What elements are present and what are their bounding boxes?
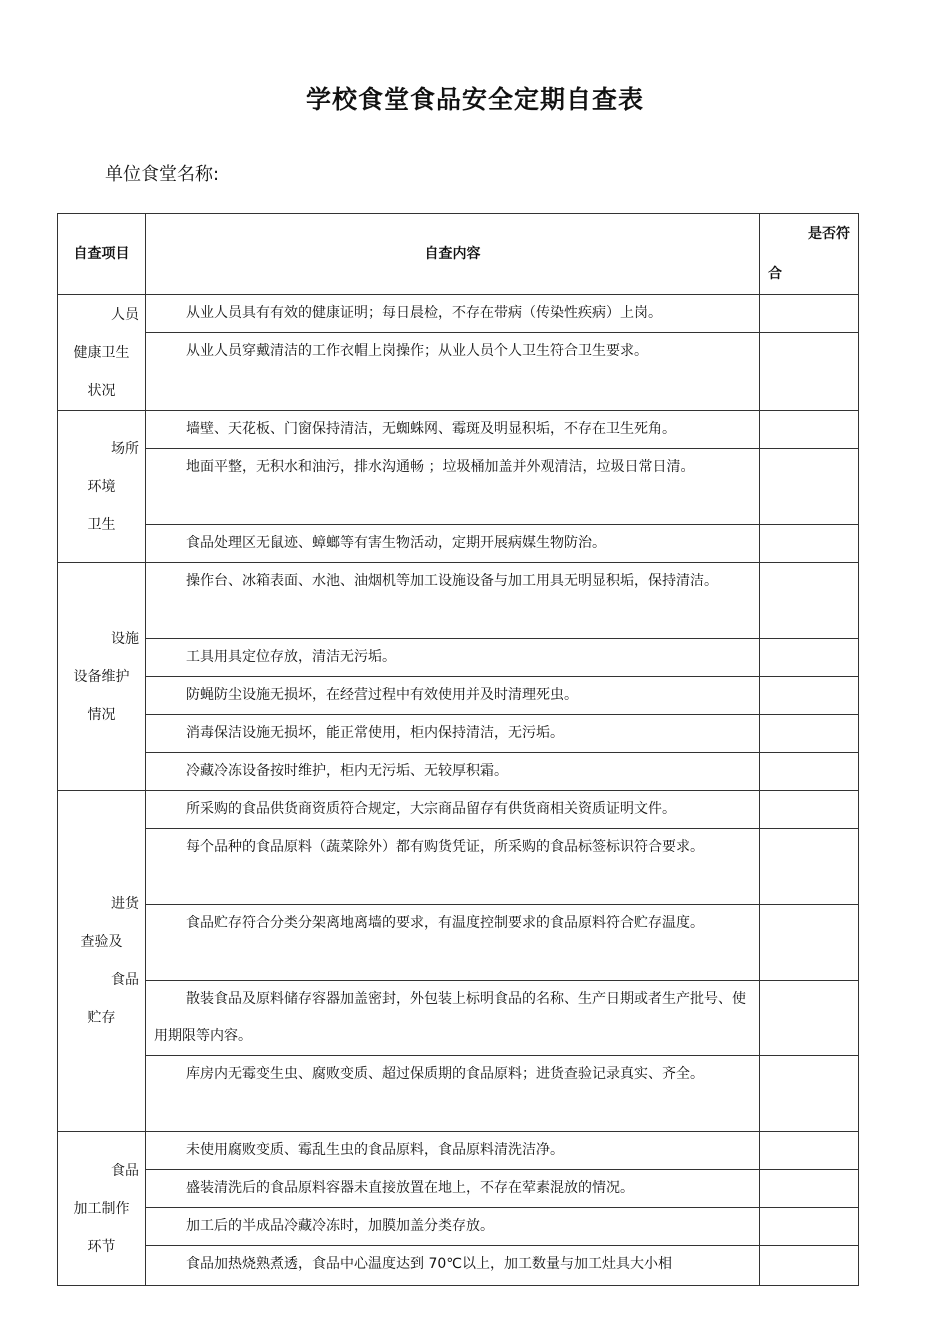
category-line: 设施 (111, 630, 139, 647)
category-line: 情况 (87, 706, 116, 723)
table-row (58, 981, 859, 1056)
category-line: 场所 (111, 440, 139, 457)
table-row (58, 411, 859, 449)
header-compliance (760, 214, 859, 295)
check-content: 墙壁、天花板、门窗保持清洁，无蜘蛛网、霉斑及明显积垢，不存在卫生死角。 (146, 411, 760, 449)
compliance-cell[interactable] (760, 905, 859, 981)
compliance-cell[interactable] (760, 677, 859, 715)
compliance-cell[interactable] (760, 981, 859, 1056)
category-cell (58, 411, 146, 563)
header-compliance-line2: 合 (768, 266, 782, 282)
table-row (58, 563, 859, 639)
compliance-cell[interactable] (760, 715, 859, 753)
header-compliance-line1: 是否符 (808, 226, 850, 242)
category-cell (58, 563, 146, 791)
check-content: 库房内无霉变生虫、腐败变质、超过保质期的食品原料；进货查验记录真实、齐全。 (146, 1056, 760, 1132)
compliance-cell[interactable] (760, 525, 859, 563)
category-cell (58, 295, 146, 411)
table-row (58, 1132, 859, 1170)
header-content: 自查内容 (146, 214, 760, 295)
compliance-cell[interactable] (760, 563, 859, 639)
table-row (58, 333, 859, 411)
unit-name-label: 单位食堂名称: (105, 164, 220, 185)
check-content: 散装食品及原料储存容器加盖密封，外包装上标明食品的名称、生产日期或者生产批号、使用期限等内容。 (146, 981, 760, 1056)
category-line: 进货 (111, 896, 139, 912)
check-content: 消毒保洁设施无损坏，能正常使用，柜内保持清洁，无污垢。 (146, 715, 760, 753)
check-content: 地面平整，无积水和油污，排水沟通畅 ；垃圾桶加盖并外观清洁，垃圾日常日清。 (146, 449, 760, 525)
category-cell (58, 1132, 146, 1286)
self-check-table (57, 213, 859, 1286)
check-content: 加工后的半成品冷藏冷冻时，加膜加盖分类存放。 (146, 1208, 760, 1246)
check-content: 食品处理区无鼠迹、蟑螂等有害生物活动，定期开展病媒生物防治。 (146, 525, 760, 563)
compliance-cell[interactable] (760, 1170, 859, 1208)
compliance-cell[interactable] (760, 295, 859, 333)
category-line: 人员 (111, 306, 139, 323)
table-body (58, 295, 859, 1286)
category-line: 食品 (111, 972, 139, 988)
check-content: 盛装清洗后的食品原料容器未直接放置在地上，不存在荤素混放的情况。 (146, 1170, 760, 1208)
table-row (58, 677, 859, 715)
table-row (58, 1170, 859, 1208)
check-content: 所采购的食品供货商资质符合规定，大宗商品留存有供货商相关资质证明文件。 (146, 791, 760, 829)
category-cell (58, 791, 146, 1132)
table-row (58, 1056, 859, 1132)
table-row (58, 525, 859, 563)
check-content: 每个品种的食品原料（蔬菜除外）都有购货凭证，所采购的食品标签标识符合要求。 (146, 829, 760, 905)
check-content: 食品加热烧熟煮透，食品中心温度达到 70℃以上，加工数量与加工灶具大小相 (146, 1246, 760, 1286)
compliance-cell[interactable] (760, 639, 859, 677)
category-line: 环境 (87, 478, 116, 495)
category-line: 健康卫生 (73, 344, 130, 361)
category-line: 卫生 (87, 516, 116, 533)
check-content: 操作台、冰箱表面、水池、油烟机等加工设施设备与加工用具无明显积垢，保持清洁。 (146, 563, 760, 639)
check-content: 防蝇防尘设施无损坏，在经营过程中有效使用并及时清理死虫。 (146, 677, 760, 715)
check-content: 从业人员穿戴清洁的工作衣帽上岗操作；从业人员个人卫生符合卫生要求。 (146, 333, 760, 411)
category-line: 设备维护 (73, 668, 130, 685)
table-row (58, 753, 859, 791)
check-content: 食品贮存符合分类分架离地离墙的要求，有温度控制要求的食品原料符合贮存温度。 (146, 905, 760, 981)
compliance-cell[interactable] (760, 1246, 859, 1286)
compliance-cell[interactable] (760, 449, 859, 525)
table-row (58, 905, 859, 981)
table-row (58, 639, 859, 677)
check-content: 冷藏冷冻设备按时维护，柜内无污垢、无较厚积霜。 (146, 753, 760, 791)
table-row (58, 1208, 859, 1246)
compliance-cell[interactable] (760, 1208, 859, 1246)
table-row (58, 715, 859, 753)
category-line: 状况 (87, 382, 116, 399)
category-line: 贮存 (87, 1010, 116, 1026)
header-item: 自查项目 (58, 214, 146, 295)
category-line: 加工制作 (73, 1200, 130, 1217)
category-line: 环节 (87, 1238, 116, 1255)
compliance-cell[interactable] (760, 753, 859, 791)
compliance-cell[interactable] (760, 1056, 859, 1132)
page-title: 学校食堂食品安全定期自查表 (305, 85, 644, 114)
compliance-cell[interactable] (760, 411, 859, 449)
check-content: 工具用具定位存放，清洁无污垢。 (146, 639, 760, 677)
check-content: 未使用腐败变质、霉乱生虫的食品原料，食品原料清洗洁净。 (146, 1132, 760, 1170)
table-row (58, 449, 859, 525)
check-content: 从业人员具有有效的健康证明；每日晨检，不存在带病（传染性疾病）上岗。 (146, 295, 760, 333)
table-row (58, 829, 859, 905)
table-row (58, 791, 859, 829)
category-line: 查验及 (80, 934, 123, 950)
category-line: 食品 (111, 1162, 139, 1179)
compliance-cell[interactable] (760, 333, 859, 411)
compliance-cell[interactable] (760, 791, 859, 829)
table-row (58, 295, 859, 333)
compliance-cell[interactable] (760, 1132, 859, 1170)
table-header-row (58, 214, 859, 295)
compliance-cell[interactable] (760, 829, 859, 905)
table-row (58, 1246, 859, 1286)
